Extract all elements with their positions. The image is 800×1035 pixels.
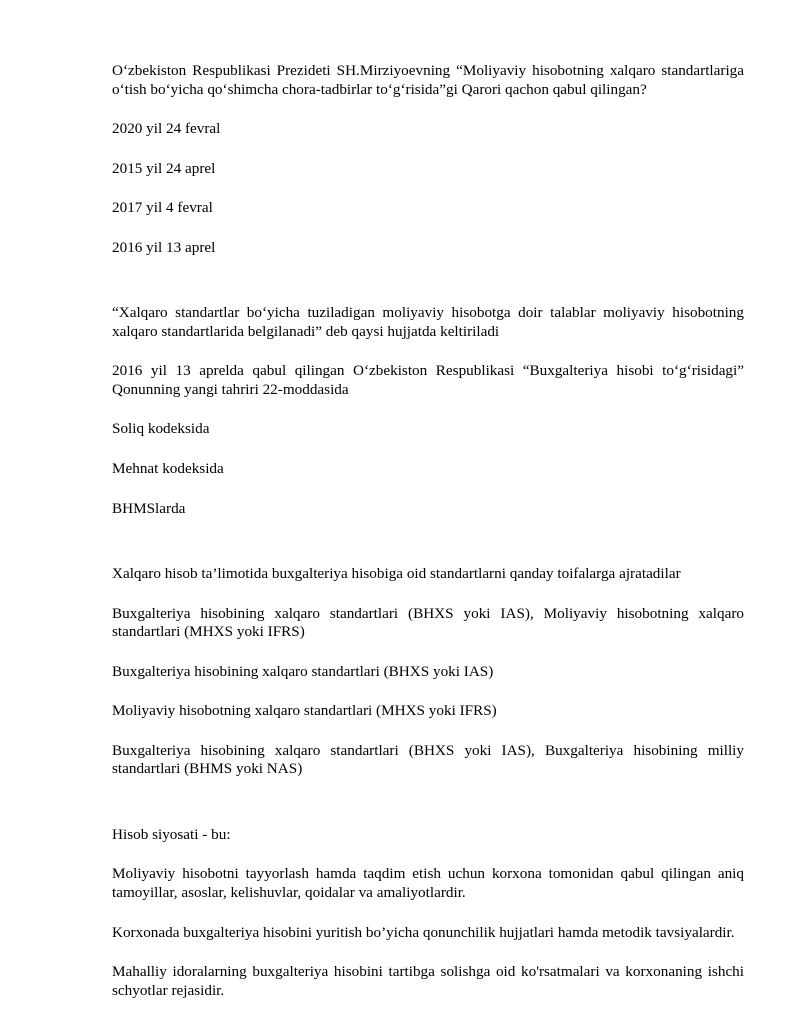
answer-option[interactable]: Korxonada buxgalteriya hisobini yuritish bo’yicha qonunchilik hujjatlari hamda metodik tavsiyalardir. <box>112 923 735 941</box>
question-block-3 <box>112 565 744 779</box>
question-text: “Xalqaro standartlar bo‘yicha tuziladigan moliyaviy hisobotga doir talablar moliyaviy hisobotning xalqaro standartlarida belgilanadi” deb qaysi hujjatda keltiriladi <box>112 304 744 340</box>
answer-option[interactable]: Buxgalteriya hisobining xalqaro standartlari (BHXS yoki IAS), Buxgalteriya hisobining milliy standartlari (BHMS yoki NAS) <box>112 741 744 778</box>
answer-option[interactable]: 2015 yil 24 aprel <box>112 159 216 177</box>
answer-option[interactable]: Moliyaviy hisobotning xalqaro standartlari (MHXS yoki IFRS) <box>112 702 497 720</box>
question-block-4 <box>112 826 744 1000</box>
answer-option[interactable]: Soliq kodeksida <box>112 420 210 438</box>
answer-option[interactable]: 2016 yil 13 aprelda qabul qilingan O‘zbekiston Respublikasi “Buxgalteriya hisobi to‘g‘risidagi” Qonunning yangi tahriri 22-moddasida <box>112 362 744 398</box>
answer-option[interactable]: BHMSlarda <box>112 499 186 517</box>
answer-option[interactable]: Mehnat kodeksida <box>112 460 224 478</box>
question-block-2 <box>112 304 744 518</box>
document-body <box>112 62 744 1000</box>
answer-option[interactable]: Buxgalteriya hisobining xalqaro standartlari (BHXS yoki IAS) <box>112 662 494 680</box>
question-block-1 <box>112 62 744 257</box>
answer-option[interactable]: 2017 yil 4 fevral <box>112 199 213 217</box>
answer-option[interactable]: 2020 yil 24 fevral <box>112 120 221 138</box>
question-text: O‘zbekiston Respublikasi Prezideti SH.Mirziyoevning “Moliyaviy hisobotning xalqaro standartlariga o‘tish bo‘yicha qo‘shimcha chora-tadbirlar to‘g‘risida”gi Qarori qachon qabul qilingan? <box>112 62 744 98</box>
question-text: Hisob siyosati - bu: <box>112 825 231 843</box>
answer-option[interactable]: Buxgalteriya hisobining xalqaro standartlari (BHXS yoki IAS), Moliyaviy hisobotning xalqaro standartlari (MHXS yoki IFRS) <box>112 604 744 641</box>
answer-option[interactable]: 2016 yil 13 aprel <box>112 238 216 256</box>
answer-option[interactable]: Moliyaviy hisobotni tayyorlash hamda taqdim etish uchun korxona tomonidan qabul qilingan aniq tamoyillar, asoslar, kelishuvlar, qoidalar va amaliyotlardir. <box>112 865 744 902</box>
answer-option[interactable]: Mahalliy idoralarning buxgalteriya hisobini tartibga solishga oid ko'rsatmalari va korxonaning ishchi schyotlar rejasidir. <box>112 963 744 999</box>
question-text: Xalqaro hisob ta’limotida buxgalteriya hisobiga oid standartlarni qanday toifalarga ajratadilar <box>112 565 681 583</box>
